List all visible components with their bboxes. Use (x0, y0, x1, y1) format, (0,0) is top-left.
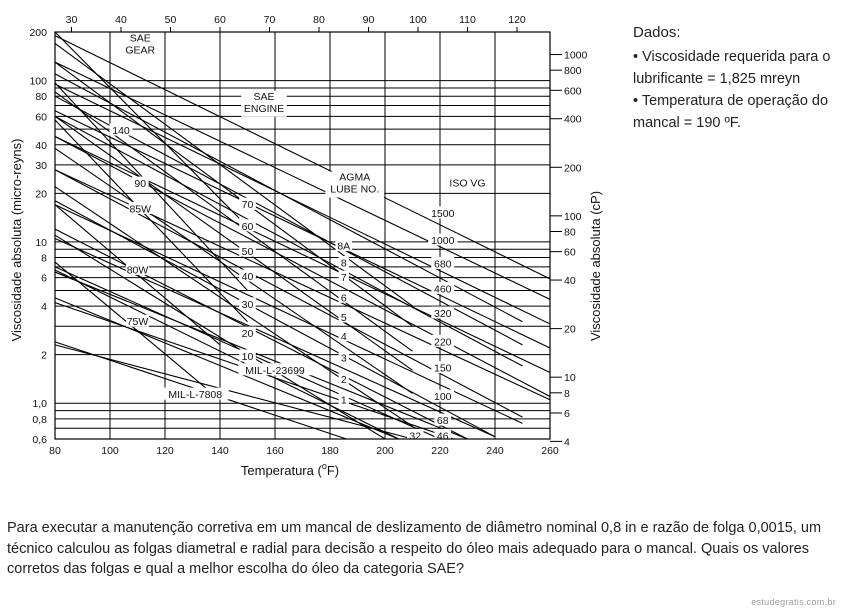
y-tick-label: 30 (35, 159, 47, 172)
right-tick-label: 60 (564, 246, 576, 259)
series-label: 75W (126, 316, 149, 329)
top-tick-label: 110 (459, 14, 476, 26)
y-axis-title: Viscosidade absoluta (micro-reyns) (9, 138, 24, 342)
y-tick-label: 2 (41, 349, 47, 362)
x-tick-label: 180 (321, 445, 339, 457)
series-label: 100 (433, 391, 452, 404)
group-label: LUBE NO. (330, 183, 380, 196)
right-tick-label: 4 (564, 436, 570, 449)
top-tick-label: 30 (65, 14, 78, 26)
series-label: 32 (409, 430, 422, 443)
series-label: 80W (126, 264, 149, 277)
x-tick-label: 80 (49, 445, 61, 457)
y-tick-label: 60 (35, 111, 47, 124)
series-line (55, 32, 239, 218)
top-tick-label: 80 (313, 14, 325, 26)
group-label: SAE (129, 32, 151, 45)
series-label: 5 (340, 311, 347, 324)
series-label: 60 (241, 220, 254, 233)
series-label: 6 (340, 292, 347, 305)
right-tick-label: 100 (564, 210, 582, 223)
series-label: 1 (340, 394, 347, 407)
series-label: 8A (337, 240, 351, 253)
top-tick-label: 50 (164, 14, 177, 26)
series-label: 2 (340, 374, 347, 387)
given-item-required-viscosity: • Viscosidade requerida para o lubrificante = 1,825 mreyn (633, 49, 831, 87)
series-label: 40 (241, 271, 254, 284)
y-tick-label: 8 (41, 252, 47, 265)
series-label: 3 (340, 352, 347, 365)
right-tick-label: 400 (564, 113, 582, 126)
top-tick-label: 120 (508, 14, 526, 26)
y-tick-label: 20 (35, 188, 47, 201)
x-tick-label: 260 (541, 445, 559, 457)
right-tick-label: 10 (564, 372, 576, 385)
x-tick-label: 240 (486, 445, 504, 457)
y-tick-label: 0,8 (32, 413, 47, 426)
top-tick-label: 90 (362, 14, 375, 26)
y-tick-label: 1,0 (32, 398, 47, 411)
right-tick-label: 200 (564, 162, 582, 175)
y-tick-label: 80 (35, 91, 47, 104)
y-tick-label: 100 (29, 75, 47, 88)
right-tick-label: 1000 (564, 49, 588, 62)
right-tick-label: 6 (564, 407, 570, 420)
watermark: estudegratis.com.br (751, 597, 836, 607)
series-label: 50 (241, 246, 254, 259)
given-data-panel (633, 22, 838, 134)
x-axis-title: Temperatura ($^o$F) (240, 461, 340, 478)
series-label: MIL-L-7808 (168, 389, 223, 402)
series-label: 8 (340, 257, 347, 270)
series-line (55, 137, 550, 373)
top-tick-label: 100 (409, 14, 427, 26)
series-label: 46 (436, 430, 449, 443)
series-label: 85W (129, 203, 152, 216)
series-label: 320 (433, 307, 452, 320)
group-label: SAE (253, 90, 275, 103)
group-label: AGMA (339, 171, 371, 184)
series-label: 20 (241, 328, 254, 341)
series-label: 70 (241, 199, 254, 212)
right-tick-label: 20 (564, 323, 576, 336)
group-label: ENGINE (243, 102, 285, 115)
series-label: 10 (241, 350, 254, 363)
series-line (55, 116, 413, 370)
y-tick-label: 0,6 (32, 434, 47, 446)
y-tick-label: 4 (41, 301, 47, 314)
x-tick-label: 120 (156, 445, 174, 457)
chart-series (55, 32, 550, 439)
series-line (55, 345, 413, 439)
question-text: Para executar a manutenção corretiva em um mancal de deslizamento de diâmetro nominal 0,8 in e razão de folga 0,0015, um técnico calculou as folgas diametral e radial para decisão a respeito do óleo mais adequado para o mancal. Quais os valores corretos das folgas e qual a melhor escolha do óleo da categoria SAE? (7, 520, 822, 577)
x-tick-label: 100 (101, 445, 119, 457)
series-line (55, 111, 550, 348)
right-tick-label: 600 (564, 85, 582, 98)
top-tick-label: 70 (263, 14, 276, 26)
right-tick-label: 8 (564, 387, 570, 400)
series-label: 4 (340, 330, 347, 343)
y-tick-label: 40 (35, 139, 47, 152)
series-label: MIL-L-23699 (245, 364, 305, 377)
series-label: 140 (112, 125, 130, 138)
y-tick-label: 200 (29, 27, 47, 39)
series-label: 7 (340, 272, 347, 285)
series-label: 1500 (431, 207, 455, 220)
given-item-operating-temperature: • Temperatura de operação do mancal = 190 ºF. (633, 93, 829, 131)
right-tick-label: 800 (564, 65, 582, 78)
x-tick-label: 200 (376, 445, 394, 457)
x-tick-label: 220 (431, 445, 449, 457)
series-label: 220 (433, 336, 452, 349)
y2-axis-title: Viscosidade absoluta (cP) (588, 190, 603, 342)
group-label: GEAR (125, 44, 156, 57)
top-tick-label: 40 (115, 14, 127, 26)
series-label: 68 (436, 415, 449, 428)
y-tick-label: 10 (35, 236, 47, 249)
series-label: 30 (241, 298, 254, 311)
x-tick-label: 160 (266, 445, 284, 457)
series-label: 90 (134, 178, 147, 191)
series-label: 460 (433, 283, 452, 296)
top-tick-label: 60 (214, 14, 226, 26)
series-label: 680 (433, 258, 452, 271)
x-tick-label: 140 (211, 445, 229, 457)
given-title: Dados: (633, 24, 681, 41)
right-tick-label: 40 (564, 275, 576, 288)
right-tick-label: 80 (564, 226, 576, 239)
series-label: 1000 (431, 234, 455, 247)
y-tick-label: 6 (41, 272, 47, 285)
series-line (55, 229, 468, 439)
group-label: ISO VG (449, 177, 486, 190)
series-label: 150 (433, 362, 452, 375)
